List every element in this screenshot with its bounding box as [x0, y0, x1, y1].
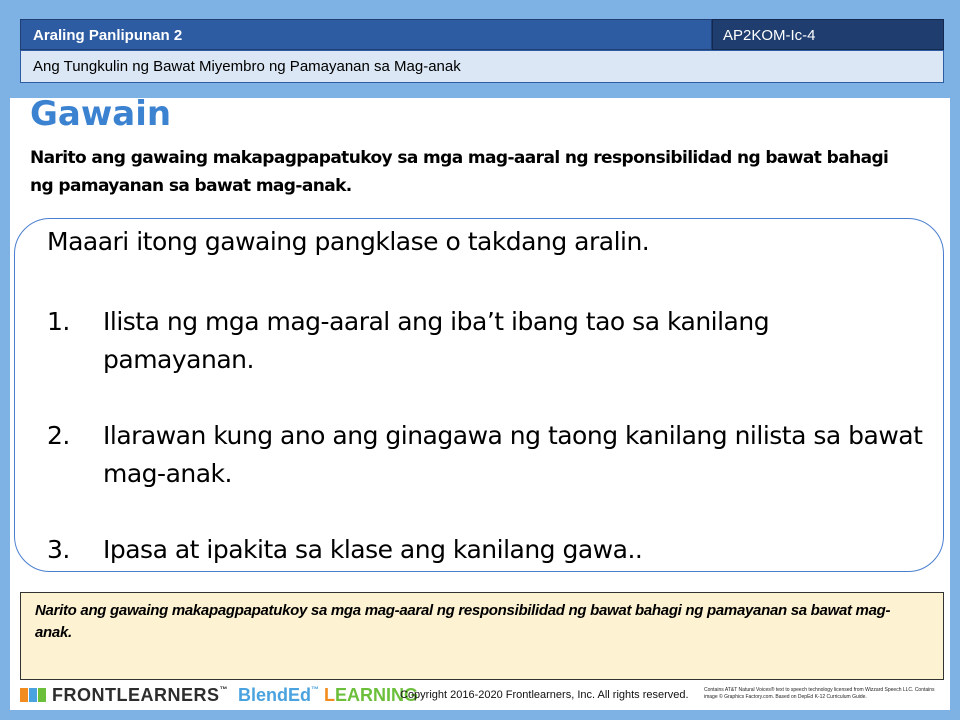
- activity-box: [14, 218, 944, 572]
- competency-code: AP2KOM-Ic-4: [712, 19, 944, 50]
- topic-label: Ang Tungkulin ng Bawat Miyembro ng Pamayanan sa Mag-anak: [20, 50, 944, 83]
- note-text: Narito ang gawaing makapagpapatukoy sa mga mag-aaral ng responsibilidad ng bawat bahagi ng pamayanan sa bawat mag-anak.: [35, 602, 891, 641]
- intro-text: Narito ang gawaing makapagpapatukoy sa mga mag-aaral ng responsibilidad ng bawat bahagi ng pamayanan sa bawat mag-anak.: [30, 148, 889, 196]
- activity-lead: Maaari itong gawaing pangklase o takdang aralin.: [47, 227, 650, 256]
- list-text: Ilista ng mga mag-aaral ang iba’t ibang tao sa kanilang pamayanan.: [103, 307, 770, 374]
- footer: [10, 680, 950, 710]
- copyright: Copyright 2016-2020 Frontlearners, Inc. All rights reserved.: [400, 689, 689, 701]
- list-number: 3.: [47, 535, 70, 564]
- teacher-note: [20, 592, 944, 680]
- slide-header: [20, 19, 944, 83]
- page-title: Gawain: [30, 94, 172, 134]
- list-number: 1.: [47, 307, 70, 336]
- list-number: 2.: [47, 421, 70, 450]
- subject-label: Araling Panlipunan 2: [20, 19, 712, 50]
- frontlearners-logo-icon: [20, 686, 46, 704]
- blended-learning-logo: BlendEd™ LEARNING: [238, 685, 419, 705]
- list-text: Ipasa at ipakita sa klase ang kanilang gawa..: [103, 535, 643, 564]
- brand-name: FRONTLEARNERS™: [52, 685, 228, 705]
- list-text: Ilarawan kung ano ang ginagawa ng taong kanilang nilista sa bawat mag-anak.: [103, 421, 923, 488]
- fineprint: Contains AT&T Natural Voices® text to speech technology licensed from Wizzard Speech LLC. Contains image © Graphics Factory.com. Based on DepEd K-12 Curriculum Guide.: [704, 687, 935, 700]
